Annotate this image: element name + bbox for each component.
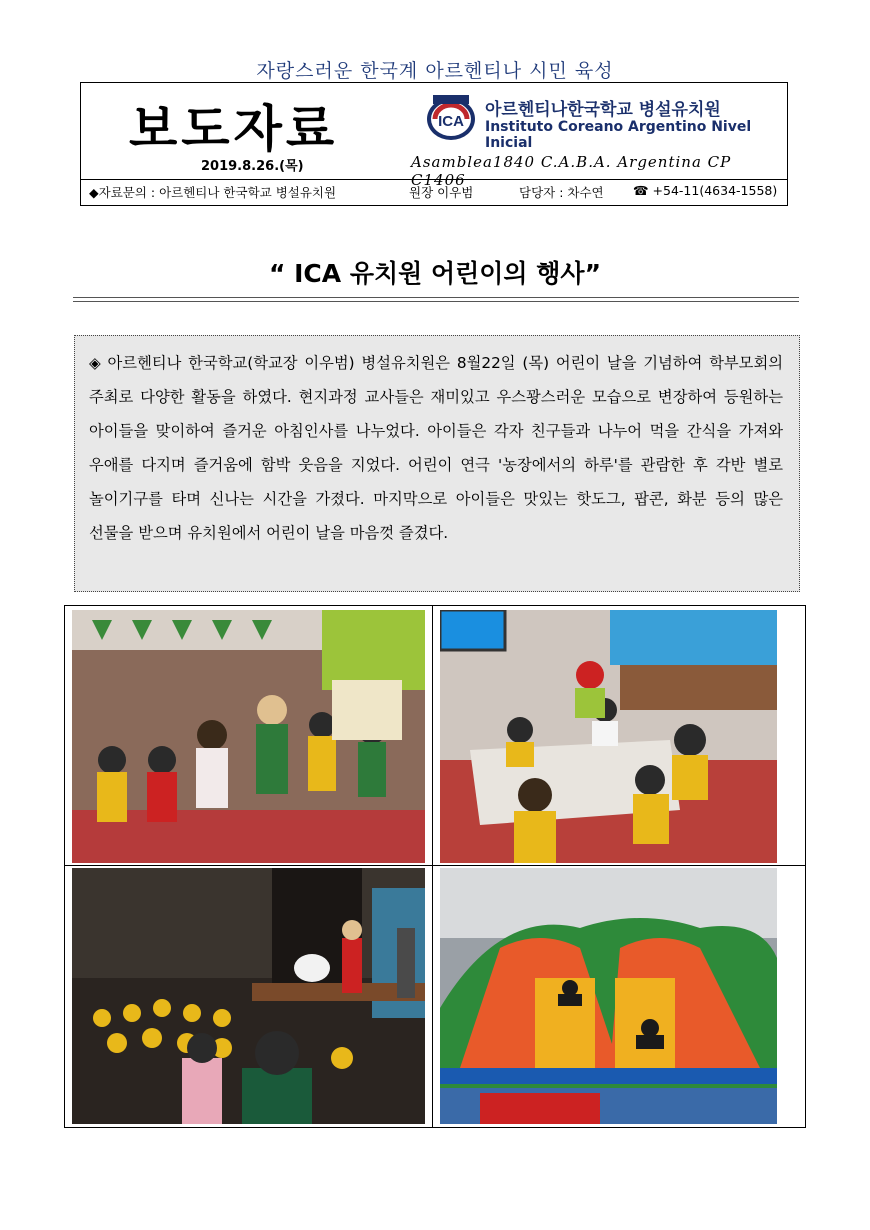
school-logo — [425, 93, 477, 141]
photo-grid — [64, 605, 806, 1128]
headline-divider — [73, 297, 799, 298]
contact-line — [89, 183, 779, 201]
contact-manager: 담당자 : 차수연 — [519, 185, 604, 200]
photo-theater-play — [72, 868, 425, 1124]
contact-director: 원장 이우범 — [409, 185, 474, 200]
school-name-korean: 아르헨티나한국학교 병설유치원 — [485, 100, 721, 120]
article-headline: “ ICA 유치원 어린이의 행사” — [268, 259, 602, 288]
release-date: 2019.8.26.(목) — [201, 159, 304, 174]
svg-text:ICA: ICA — [438, 113, 464, 130]
photo-costume-greeting — [72, 610, 425, 863]
press-release-title: 보도자료 — [129, 99, 339, 158]
headline-divider-second — [73, 301, 799, 302]
contact-phone: ☎ +54-11(4634-1558) — [633, 183, 778, 198]
article-body — [74, 335, 800, 592]
press-header — [80, 82, 788, 206]
photo-grid-horizontal-divider — [65, 865, 805, 866]
article-text: ◈ 아르헨티나 한국학교(학교장 이우범) 병설유치원은 8월22일 (목) 어린이 날을 기념하여 학부모회의 주최로 다양한 활동을 하였다. 현지과정 교사들은 재미있고 우스꽝스러운 모습으로 변장하여 등원하는 아이들을 맞이하여 즐거운 아침인사를 나누었다. 아이들은 각자 친구들과 나누어 먹을 간식을 가져와 우애를 다지며 즐거움에 함박 웃음을 지었다. 어린이 연극 '농장에서의 하루'를 관람한 후 각반 별로 놀이기구를 타며 신나는 시간을 가졌다. 마지막으로 아이들은 맛있는 핫도그, 팝콘, 화분 등의 많은 선물을 받으며 유치원에서 어린이 날을 마음껏 즐겼다. — [89, 354, 783, 542]
photo-snack-time — [440, 610, 777, 863]
photo-grid-vertical-divider — [432, 606, 433, 1127]
slogan: 자랑스러운 한국계 아르헨티나 시민 육성 — [256, 60, 614, 82]
school-address: Asamblea1840 C.A.B.A. Argentina CP C1406 — [411, 153, 732, 189]
contact-inquiry: ◆자료문의 : 아르헨티나 한국학교 병설유치원 — [89, 185, 337, 200]
header-top — [81, 83, 787, 189]
photo-inflatable-slide — [440, 868, 777, 1124]
school-name-spanish: Instituto Coreano Argentino Nivel Inicial — [485, 119, 752, 151]
